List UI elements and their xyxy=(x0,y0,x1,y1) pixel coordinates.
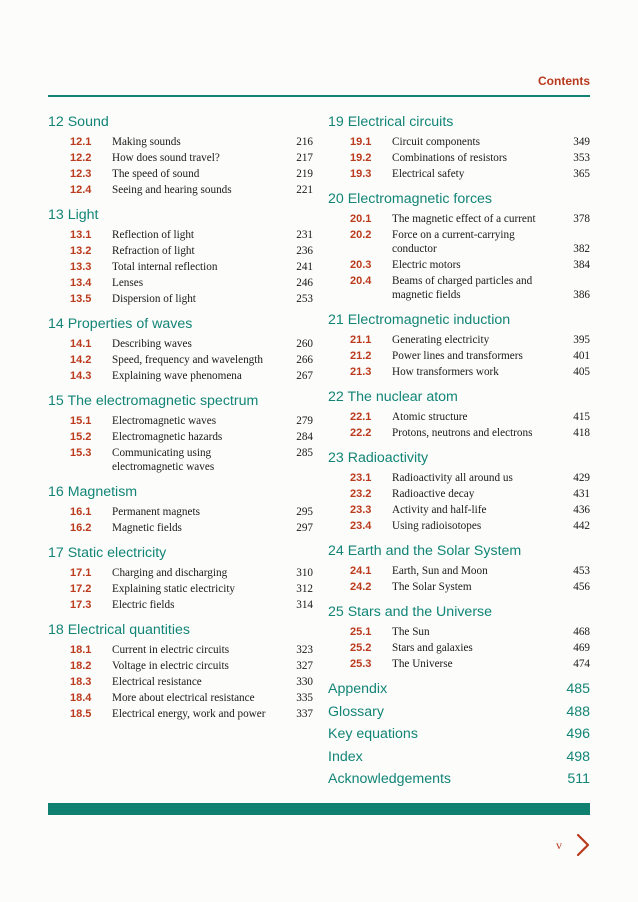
section-title: The Universe xyxy=(392,658,453,670)
section-title: Electrical safety xyxy=(392,168,465,180)
section-page: 266 xyxy=(296,354,313,366)
back-matter-page: 485 xyxy=(566,681,590,697)
section-title: Speed, frequency and wavelength xyxy=(112,354,263,366)
section-number: 13.3 xyxy=(70,261,92,273)
section-entry[interactable] xyxy=(48,643,313,657)
section-title: Radioactive decay xyxy=(392,488,475,500)
section-page: 378 xyxy=(573,213,590,225)
section-number: 13.4 xyxy=(70,277,92,289)
chapter-title[interactable]: 17 Static electricity xyxy=(48,545,167,561)
section-page: 297 xyxy=(296,522,313,534)
section-title: Protons, neutrons and electrons xyxy=(392,427,533,439)
section-page: 382 xyxy=(573,243,590,255)
section-title: Electromagnetic hazards xyxy=(112,431,223,443)
section-number: 12.2 xyxy=(70,152,92,164)
back-matter-list xyxy=(328,680,590,788)
section-title: Current in electric circuits xyxy=(112,644,230,656)
section-page: 456 xyxy=(573,581,590,593)
section-entry[interactable] xyxy=(328,349,590,363)
section-entry[interactable] xyxy=(48,167,313,181)
chapter xyxy=(328,388,590,440)
section-title: Electric motors xyxy=(392,259,461,271)
section-number: 23.1 xyxy=(350,472,372,484)
right-chapter-list xyxy=(328,113,590,671)
section-entry[interactable] xyxy=(48,582,313,596)
section-number: 12.3 xyxy=(70,168,92,180)
section-number: 12.1 xyxy=(70,136,92,148)
section-entry[interactable] xyxy=(328,258,590,272)
section-page: 384 xyxy=(573,259,590,271)
section-number: 18.2 xyxy=(70,660,92,672)
section-page: 216 xyxy=(296,136,313,148)
section-entry[interactable] xyxy=(328,135,590,149)
section-number: 25.2 xyxy=(350,642,372,654)
section-title: Atomic structure xyxy=(392,411,468,423)
section-title: The Solar System xyxy=(392,581,472,593)
chapter-title[interactable]: 23 Radioactivity xyxy=(328,450,429,466)
section-entry[interactable] xyxy=(328,212,590,226)
section-entry[interactable] xyxy=(328,625,590,639)
section-title: Generating electricity xyxy=(392,334,490,346)
section-entry[interactable] xyxy=(328,519,590,533)
section-title: Reflection of light xyxy=(112,229,195,241)
section-number: 19.2 xyxy=(350,152,372,164)
back-matter-entry[interactable] xyxy=(328,680,590,698)
section-title: Circuit components xyxy=(392,136,480,148)
section-page: 335 xyxy=(296,692,313,704)
section-page: 279 xyxy=(296,415,313,427)
section-number: 25.1 xyxy=(350,626,372,638)
section-title: Power lines and transformers xyxy=(392,350,523,362)
section-page: 349 xyxy=(573,136,590,148)
section-page: 285 xyxy=(296,447,313,459)
section-number: 23.2 xyxy=(350,488,372,500)
section-title: Explaining static electricity xyxy=(112,583,236,595)
section-title: The Sun xyxy=(392,626,430,638)
chapter xyxy=(48,483,313,535)
section-number: 24.1 xyxy=(350,565,372,577)
section-number: 21.2 xyxy=(350,350,372,362)
section-number: 15.1 xyxy=(70,415,92,427)
section-page: 327 xyxy=(296,660,313,672)
section-number: 20.2 xyxy=(350,229,372,241)
chapter-title[interactable]: 15 The electromagnetic spectrum xyxy=(48,393,259,409)
chapter-title[interactable]: 25 Stars and the Universe xyxy=(328,604,493,620)
chapter-title[interactable]: 12 Sound xyxy=(48,114,109,130)
section-number: 14.1 xyxy=(70,338,92,350)
section-entry[interactable] xyxy=(328,471,590,485)
section-title: The magnetic effect of a current xyxy=(392,213,536,225)
chapter-title[interactable]: 24 Earth and the Solar System xyxy=(328,543,522,559)
section-page: 415 xyxy=(573,411,590,423)
section-number: 12.4 xyxy=(70,184,92,196)
section-number: 14.3 xyxy=(70,370,92,382)
section-page: 267 xyxy=(296,370,313,382)
section-page: 386 xyxy=(573,289,590,301)
section-title: Force on a current-carrying conductor xyxy=(392,229,515,255)
section-page: 312 xyxy=(296,583,313,595)
section-page: 241 xyxy=(296,261,313,273)
chapter-title[interactable]: 18 Electrical quantities xyxy=(48,622,190,638)
section-entry[interactable] xyxy=(48,675,313,689)
section-number: 18.5 xyxy=(70,708,92,720)
chapter xyxy=(328,542,590,594)
section-page: 474 xyxy=(573,658,590,670)
section-page: 310 xyxy=(296,567,313,579)
section-page: 231 xyxy=(296,229,313,241)
section-title: Electric fields xyxy=(112,599,175,611)
section-number: 22.2 xyxy=(350,427,372,439)
section-number: 21.1 xyxy=(350,334,372,346)
section-title: How transformers work xyxy=(392,366,499,378)
back-matter-title: Acknowledgements xyxy=(328,771,452,787)
section-title: How does sound travel? xyxy=(112,152,220,164)
header-rule xyxy=(48,95,590,97)
chapter xyxy=(48,315,313,383)
chapter xyxy=(328,603,590,671)
section-entry[interactable] xyxy=(48,292,313,306)
section-page: 418 xyxy=(573,427,590,439)
section-entry[interactable] xyxy=(48,151,313,165)
back-matter-page: 498 xyxy=(566,748,590,765)
section-number: 18.4 xyxy=(70,692,92,704)
back-matter-page: 496 xyxy=(566,726,590,742)
section-page: 246 xyxy=(296,277,313,289)
section-number: 20.3 xyxy=(350,259,372,271)
chapter-title[interactable]: 21 Electromagnetic induction xyxy=(328,312,511,328)
section-title: Activity and half-life xyxy=(392,504,487,516)
section-title: Electrical resistance xyxy=(112,676,202,688)
section-page: 453 xyxy=(573,565,590,577)
section-title: Voltage in electric circuits xyxy=(112,660,229,672)
section-page: 219 xyxy=(296,168,313,180)
back-matter-title: Index xyxy=(328,748,363,765)
section-page: 365 xyxy=(573,168,590,180)
back-matter-title: Appendix xyxy=(328,681,388,697)
section-entry[interactable] xyxy=(48,276,313,290)
section-page: 260 xyxy=(296,338,313,350)
chapter-title[interactable]: 14 Properties of waves xyxy=(48,316,193,332)
section-title: Combinations of resistors xyxy=(392,152,507,164)
section-page: 395 xyxy=(573,334,590,346)
section-page: 295 xyxy=(296,506,313,518)
running-header: Contents xyxy=(538,74,590,88)
section-page: 401 xyxy=(573,350,590,362)
section-entry[interactable] xyxy=(48,135,313,149)
section-title: Earth, Sun and Moon xyxy=(392,565,488,577)
section-number: 19.3 xyxy=(350,168,372,180)
back-matter-entry[interactable] xyxy=(328,703,590,721)
section-page: 436 xyxy=(573,504,590,516)
section-number: 18.3 xyxy=(70,676,92,688)
section-title: Electrical energy, work and power xyxy=(112,708,266,720)
back-matter-page: 488 xyxy=(566,703,590,720)
section-page: 353 xyxy=(573,152,590,164)
section-page: 442 xyxy=(573,520,590,532)
chapter-title[interactable]: 16 Magnetism xyxy=(48,484,138,500)
section-entry[interactable] xyxy=(48,446,313,474)
chapter-title[interactable]: 20 Electromagnetic forces xyxy=(328,191,493,207)
contents-left-column xyxy=(48,113,313,730)
section-entry[interactable] xyxy=(48,244,313,258)
section-title: Describing waves xyxy=(112,338,192,350)
section-number: 16.1 xyxy=(70,506,92,518)
section-title: Explaining wave phenomena xyxy=(112,370,242,382)
section-number: 23.4 xyxy=(350,520,372,532)
section-page: 221 xyxy=(296,184,313,196)
section-entry[interactable] xyxy=(48,228,313,242)
section-title: Electromagnetic waves xyxy=(112,415,217,427)
section-page: 405 xyxy=(573,366,590,378)
section-page: 468 xyxy=(573,626,590,638)
section-page: 236 xyxy=(296,245,313,257)
chapter xyxy=(328,449,590,533)
section-page: 217 xyxy=(296,152,313,164)
section-title: Permanent magnets xyxy=(112,506,200,518)
section-page: 314 xyxy=(296,599,313,611)
section-entry[interactable] xyxy=(328,564,590,578)
section-title: Using radioisotopes xyxy=(392,520,482,532)
section-title: Stars and galaxies xyxy=(392,642,473,654)
section-entry[interactable] xyxy=(48,369,313,383)
section-number: 25.3 xyxy=(350,658,372,670)
chapter xyxy=(48,544,313,612)
back-matter-entry[interactable] xyxy=(328,748,590,766)
section-entry[interactable] xyxy=(48,598,313,612)
chevron-right-icon[interactable] xyxy=(572,832,594,858)
chapter xyxy=(48,206,313,306)
page-number: v xyxy=(556,838,562,852)
section-title: The speed of sound xyxy=(112,168,200,180)
section-entry[interactable] xyxy=(48,353,313,367)
section-entry[interactable] xyxy=(328,641,590,655)
section-number: 19.1 xyxy=(350,136,372,148)
section-entry[interactable] xyxy=(48,659,313,673)
section-entry[interactable] xyxy=(328,151,590,165)
section-number: 17.3 xyxy=(70,599,92,611)
back-matter-page: 511 xyxy=(567,771,590,787)
section-entry[interactable] xyxy=(48,691,313,705)
chapter-title[interactable]: 19 Electrical circuits xyxy=(328,114,454,130)
section-entry[interactable] xyxy=(48,414,313,428)
footer-bar xyxy=(48,803,590,815)
section-page: 253 xyxy=(296,293,313,305)
section-number: 15.3 xyxy=(70,447,92,459)
section-title: Beams of charged particles and magnetic fields xyxy=(392,275,533,301)
section-entry[interactable] xyxy=(328,333,590,347)
section-entry[interactable] xyxy=(48,521,313,535)
section-number: 23.3 xyxy=(350,504,372,516)
section-page: 469 xyxy=(573,642,590,654)
section-entry[interactable] xyxy=(48,260,313,274)
chapter xyxy=(48,113,313,197)
section-number: 22.1 xyxy=(350,411,372,423)
section-title: Total internal reflection xyxy=(112,261,218,273)
section-number: 20.1 xyxy=(350,213,372,225)
section-page: 284 xyxy=(296,431,313,443)
section-entry[interactable] xyxy=(328,426,590,440)
section-title: Refraction of light xyxy=(112,245,195,257)
back-matter-title: Glossary xyxy=(328,703,384,720)
section-entry[interactable] xyxy=(48,505,313,519)
section-page: 429 xyxy=(573,472,590,484)
section-entry[interactable] xyxy=(328,410,590,424)
section-entry[interactable] xyxy=(328,167,590,181)
section-number: 20.4 xyxy=(350,275,372,287)
chapter xyxy=(328,311,590,379)
section-number: 16.2 xyxy=(70,522,92,534)
section-entry[interactable] xyxy=(328,365,590,379)
section-entry[interactable] xyxy=(48,337,313,351)
back-matter-entry[interactable] xyxy=(328,770,590,788)
section-entry[interactable] xyxy=(48,707,313,721)
section-title: Charging and discharging xyxy=(112,567,228,579)
section-number: 21.3 xyxy=(350,366,372,378)
section-number: 15.2 xyxy=(70,431,92,443)
section-title: More about electrical resistance xyxy=(112,692,255,704)
section-title: Communicating using electromagnetic waves xyxy=(112,447,215,473)
section-page: 337 xyxy=(296,708,313,720)
section-entry[interactable] xyxy=(328,580,590,594)
section-number: 14.2 xyxy=(70,354,92,366)
section-entry[interactable] xyxy=(48,566,313,580)
back-matter-entry[interactable] xyxy=(328,725,590,743)
chapter xyxy=(48,392,313,474)
section-entry[interactable] xyxy=(328,487,590,501)
section-number: 17.2 xyxy=(70,583,92,595)
section-number: 24.2 xyxy=(350,581,372,593)
section-number: 13.1 xyxy=(70,229,92,241)
section-entry[interactable] xyxy=(48,430,313,444)
chapter-title[interactable]: 13 Light xyxy=(48,207,99,223)
section-title: Radioactivity all around us xyxy=(392,472,513,484)
section-entry[interactable] xyxy=(328,503,590,517)
section-number: 18.1 xyxy=(70,644,92,656)
section-title: Making sounds xyxy=(112,136,181,148)
section-number: 13.5 xyxy=(70,293,92,305)
section-title: Seeing and hearing sounds xyxy=(112,184,232,196)
chapter-title[interactable]: 22 The nuclear atom xyxy=(328,389,458,405)
section-entry[interactable] xyxy=(48,183,313,197)
section-entry[interactable] xyxy=(328,274,590,302)
section-title: Dispersion of light xyxy=(112,293,196,305)
section-title: Lenses xyxy=(112,277,144,289)
section-page: 330 xyxy=(296,676,313,688)
section-entry[interactable] xyxy=(328,228,590,256)
contents-right-column xyxy=(328,113,590,793)
section-entry[interactable] xyxy=(328,657,590,671)
section-page: 431 xyxy=(573,488,590,500)
chapter xyxy=(328,190,590,302)
back-matter-title: Key equations xyxy=(328,726,418,742)
section-number: 17.1 xyxy=(70,567,92,579)
chapter xyxy=(328,113,590,181)
section-number: 13.2 xyxy=(70,245,92,257)
section-title: Magnetic fields xyxy=(112,522,182,534)
section-page: 323 xyxy=(296,644,313,656)
chapter xyxy=(48,621,313,721)
